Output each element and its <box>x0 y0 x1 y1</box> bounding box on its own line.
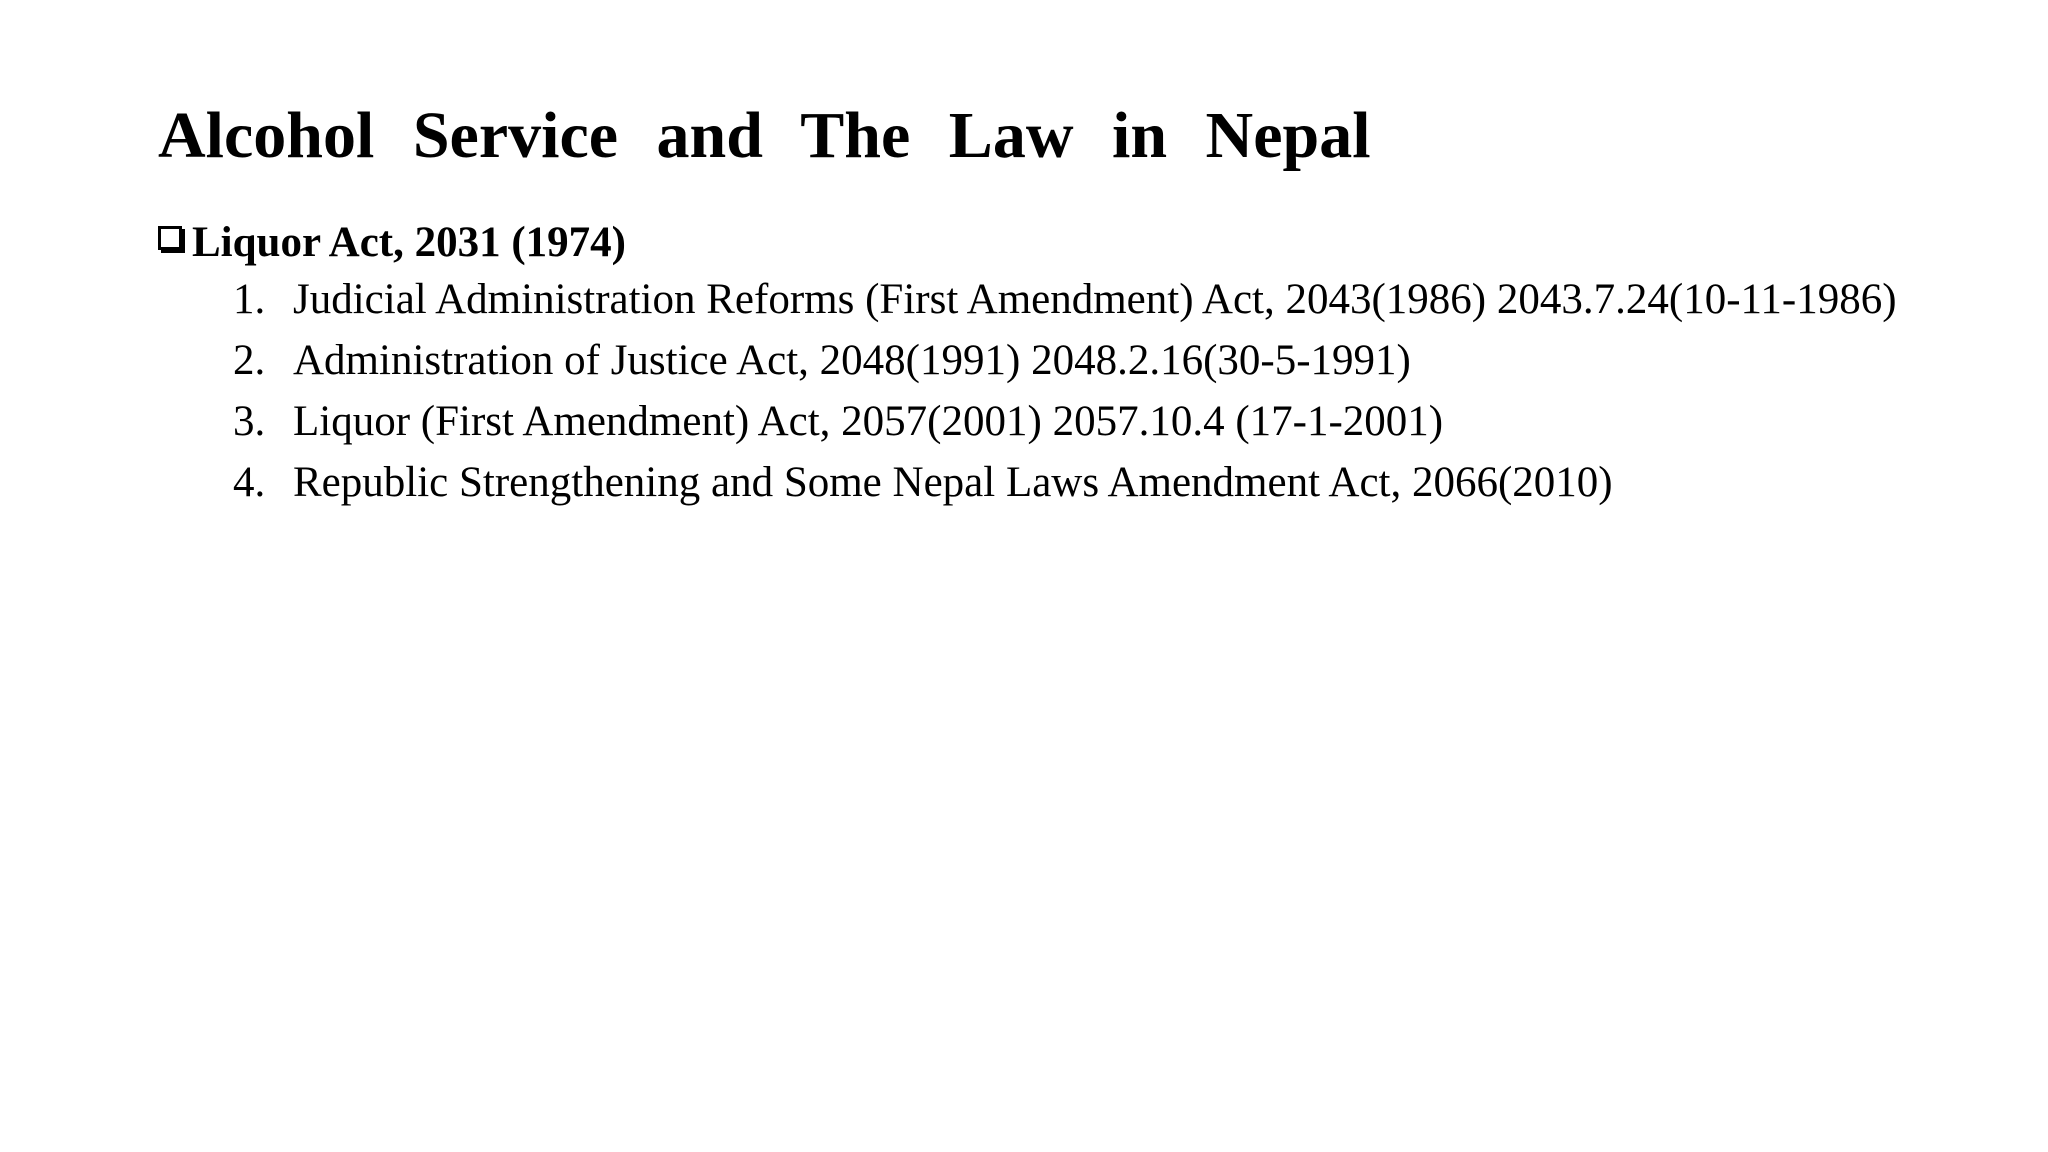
list-item-text: Republic Strengthening and Some Nepal Laws Amendment Act, 2066(2010) <box>293 459 1613 506</box>
list-item <box>158 335 1918 386</box>
slide-title: Alcohol Service and The Law in Nepal <box>158 99 1371 172</box>
list-item-text: Liquor (First Amendment) Act, 2057(2001) 2057.10.4 (17-1-2001) <box>293 398 1444 445</box>
list-item-number: 3. <box>233 398 266 445</box>
list-item <box>158 396 1918 447</box>
section-heading <box>158 214 1918 272</box>
list-item-number: 2. <box>233 337 266 384</box>
checkbox-bullet-icon <box>158 226 182 250</box>
section-label: Liquor Act, 2031 (1974) <box>192 219 626 266</box>
list-item <box>158 274 1918 325</box>
list-item-number: 1. <box>233 276 266 323</box>
list-item-text: Judicial Administration Reforms (First Amendment) Act, 2043(1986) 2043.7.24(10-11-1986) <box>293 276 1897 323</box>
section-liquor-act <box>158 214 1918 518</box>
list-item-text: Administration of Justice Act, 2048(1991) 2048.2.16(30-5-1991) <box>293 337 1411 384</box>
list-item <box>158 457 1918 508</box>
list-item-number: 4. <box>233 459 266 506</box>
amendment-list <box>158 274 1918 508</box>
